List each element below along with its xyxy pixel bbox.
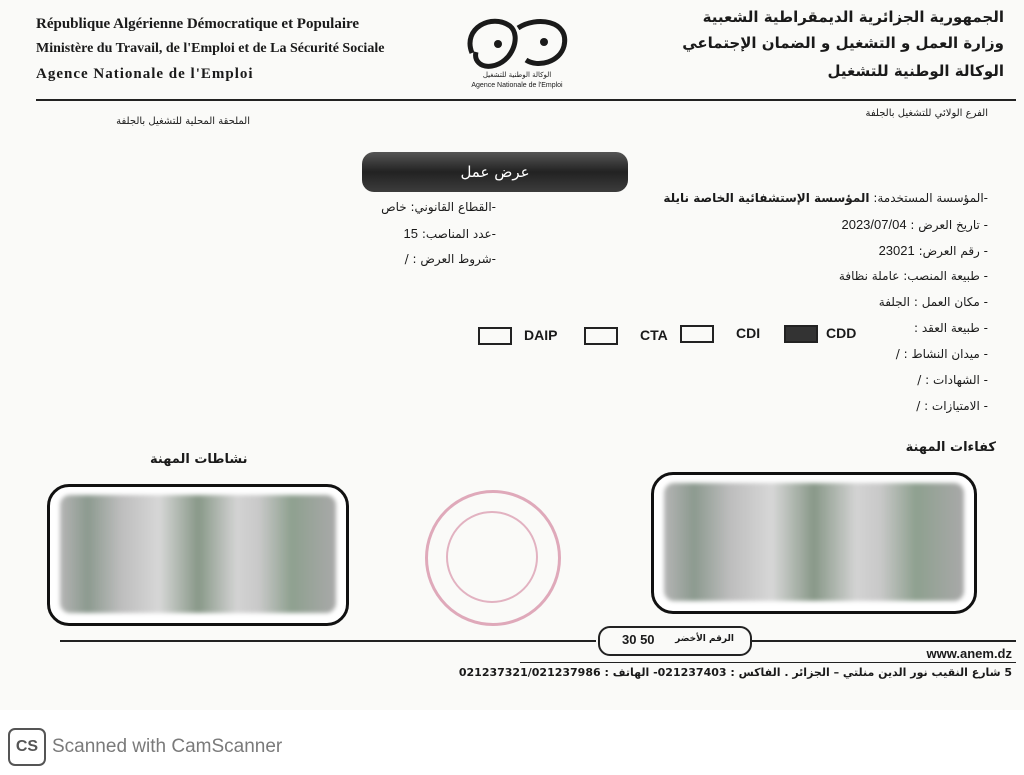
- header-ar-line3: الوكالة الوطنية للتشغيل: [827, 62, 1004, 80]
- activities-heading: نشاطات المهنة: [150, 452, 248, 467]
- field-employer: [648, 191, 988, 217]
- website-link[interactable]: www.anem.dz: [926, 646, 1012, 661]
- field-value: 15: [403, 226, 418, 241]
- logo-ar-text: الوكالة الوطنية للتشغيل: [482, 71, 552, 79]
- field-label: - تاريخ العرض :: [910, 218, 988, 232]
- field-value: 2023/07/04: [841, 217, 907, 232]
- daip-checkbox: [478, 327, 512, 345]
- sub-header-left: الملحقة المحلية للتشغيل بالجلفة: [116, 116, 250, 127]
- document-title: عرض عمل: [362, 152, 628, 192]
- cta-label: CTA: [640, 327, 668, 343]
- anem-logo: [452, 8, 582, 94]
- footer-line-left: [60, 640, 596, 642]
- field-label: -المؤسسة المستخدمة:: [873, 191, 988, 205]
- header-fr-line2: Ministère du Travail, de l'Emploi et de La Sécurité Sociale: [36, 41, 385, 56]
- field-offer-date: [648, 217, 988, 243]
- header-ar-line2: وزارة العمل و التشغيل و الضمان الإجتماعي: [682, 34, 1004, 52]
- contract-cta: [584, 327, 668, 345]
- cdd-label: CDD: [826, 325, 857, 341]
- activities-box: [47, 484, 349, 626]
- right-fields: [648, 191, 988, 425]
- field-offer-conditions: [300, 252, 496, 278]
- header-fr-line1: République Algérienne Démocratique et Populaire: [36, 16, 360, 32]
- field-label: - مكان العمل :: [913, 295, 988, 309]
- field-benefits: [648, 399, 988, 425]
- field-value: /: [895, 347, 900, 361]
- header-ar-line1: الجمهورية الجزائرية الديمقراطية الشعبية: [702, 8, 1004, 26]
- cdd-checkbox: [784, 325, 818, 343]
- field-label: - الامتيازات :: [924, 399, 988, 413]
- contract-daip: [478, 327, 557, 345]
- field-value: /: [916, 399, 921, 413]
- field-label: - ميدان النشاط :: [903, 347, 988, 361]
- field-value: الجلفة: [878, 295, 911, 309]
- cta-checkbox: [584, 327, 618, 345]
- footer-address: 5 شارع النقيب نور الدين منلتي – الجزائر . الفاكس : 021237403- الهاتف : 021237321/021237986: [458, 666, 1012, 679]
- field-label: -القطاع القانوني:: [410, 200, 496, 214]
- field-label: -عدد المناصب:: [421, 227, 496, 241]
- footer-thin-line: [520, 662, 1016, 663]
- field-legal-sector: [300, 200, 496, 226]
- field-diplomas: [648, 373, 988, 399]
- field-positions-count: [300, 226, 496, 252]
- left-fields: [300, 200, 496, 278]
- logo-fr-text: Agence Nationale de l'Emploi: [471, 82, 563, 89]
- camscanner-logo: CS: [8, 728, 46, 766]
- field-label: - الشهادات :: [925, 373, 988, 387]
- field-label: - طبيعة المنصب:: [903, 269, 988, 283]
- field-value: 23021: [878, 243, 915, 258]
- footer-line-right: [750, 640, 1016, 642]
- field-value: /: [404, 252, 409, 266]
- green-number-label: الرقم الأخضر: [675, 634, 734, 644]
- field-label: - رقم العرض:: [918, 244, 988, 258]
- cdi-label: CDI: [736, 325, 761, 341]
- cdi-checkbox: [680, 325, 714, 343]
- field-label: -شروط العرض :: [412, 252, 496, 266]
- official-stamp-inner: [446, 511, 538, 603]
- field-offer-number: [648, 243, 988, 269]
- field-workplace: [648, 295, 988, 321]
- field-value: خاص: [381, 200, 407, 214]
- skills-box: [651, 472, 977, 614]
- contract-cdi: [680, 325, 760, 343]
- header-fr-line3: Agence Nationale de l'Emploi: [36, 66, 254, 82]
- field-value: /: [917, 373, 922, 387]
- daip-label: DAIP: [524, 327, 558, 343]
- green-number: 30 50: [622, 632, 655, 647]
- header-divider: [36, 99, 1016, 101]
- sub-header-right: الفرع الولائي للتشغيل بالجلفة: [865, 108, 988, 119]
- field-value: عاملة نظافة: [838, 269, 900, 283]
- activities-redacted: [60, 495, 336, 613]
- contract-cdd: [784, 325, 856, 343]
- field-activity: [648, 347, 988, 373]
- field-value: المؤسسة الإستشفائية الخاصة نايلة: [663, 191, 870, 205]
- skills-heading: كفاءات المهنة: [905, 440, 996, 455]
- skills-redacted: [664, 483, 964, 601]
- field-position: [648, 269, 988, 295]
- camscanner-text: Scanned with CamScanner: [52, 736, 283, 757]
- field-label: - طبيعة العقد :: [914, 321, 988, 335]
- green-number-box: [598, 626, 752, 656]
